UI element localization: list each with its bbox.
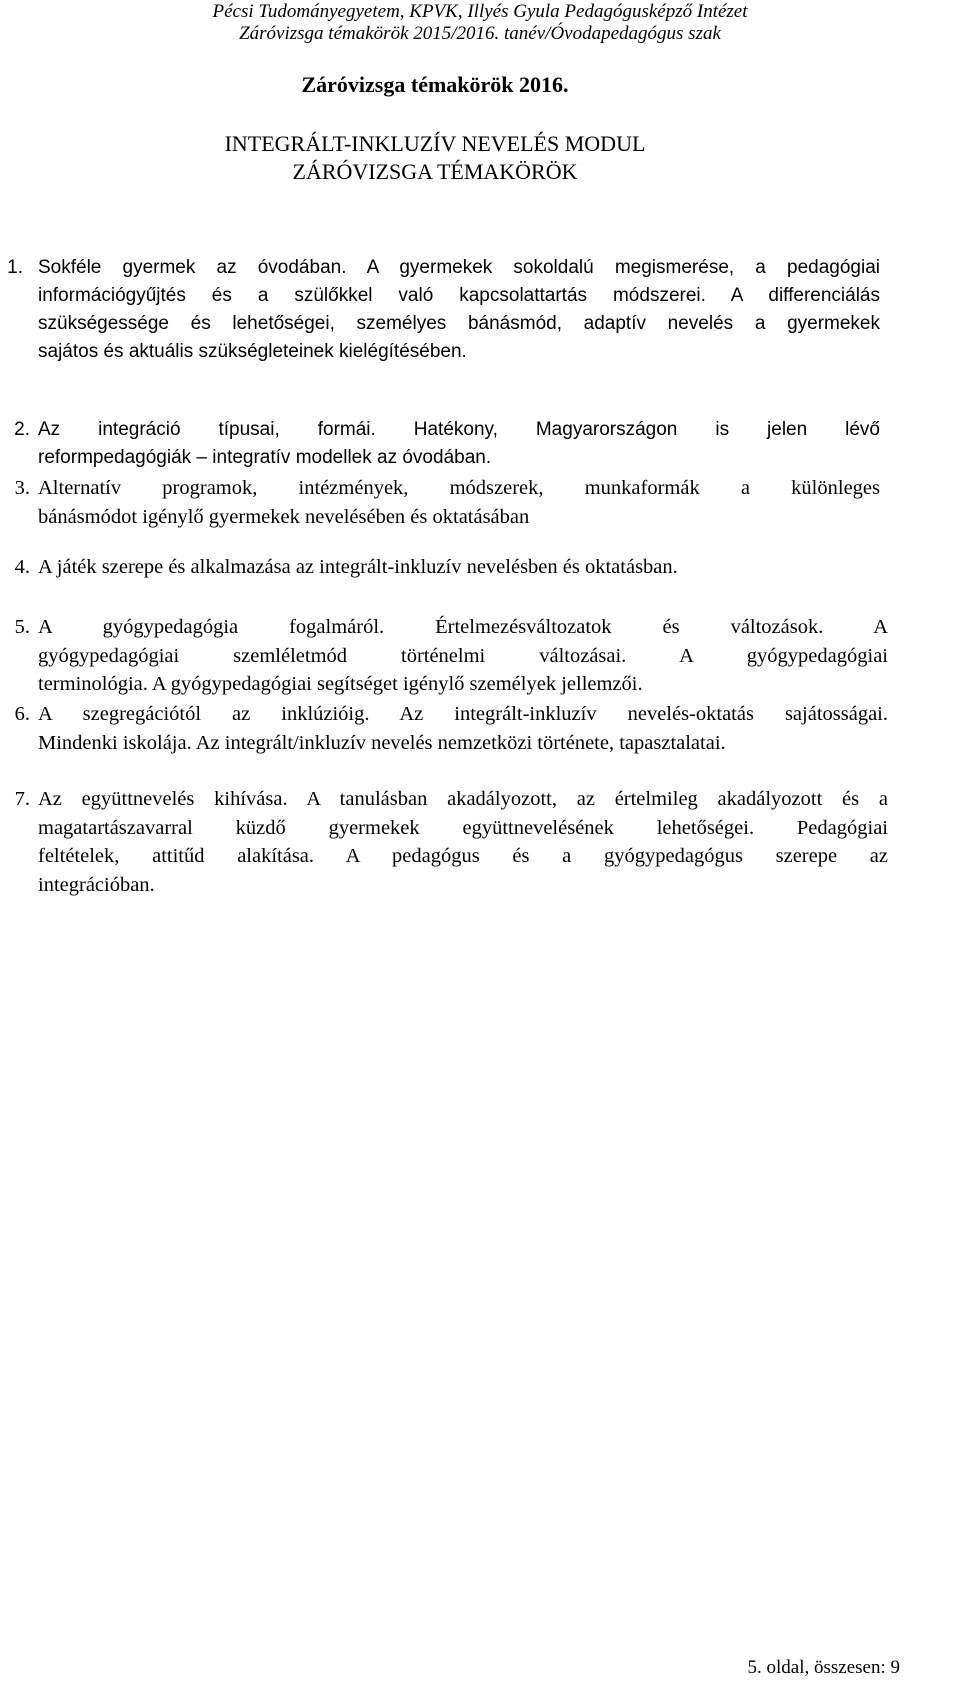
topic-line: sajátos és aktuális szükségleteinek kielégítésében. xyxy=(38,341,467,362)
topic-text xyxy=(38,254,880,366)
topic-line: bánásmódot igénylő gyermekek nevelésében és oktatásában xyxy=(38,505,530,528)
topic-line: integrációban. xyxy=(38,873,155,896)
topic-number: 1. xyxy=(7,257,23,278)
topic-line: információgyűjtés és a szülőkkel való kapcsolattartás módszerei. A differenciálás xyxy=(38,285,880,306)
topic-text xyxy=(38,553,880,582)
topic-line: Alternatív programok, intézmények, módszerek, munkaformák a különleges xyxy=(38,477,880,499)
topic-line: Az integráció típusai, formái. Hatékony, Magyarországon is jelen lévő xyxy=(38,419,880,440)
topic-number: 7. xyxy=(14,788,30,810)
topic-text xyxy=(38,785,888,899)
topic-line: A szegregációtól az inklúzióig. Az integrált-inkluzív nevelés-oktatás sajátosságai. xyxy=(38,703,888,725)
topic-text xyxy=(38,416,880,472)
module-title-line-1: INTEGRÁLT-INKLUZÍV NEVELÉS MODUL xyxy=(224,131,646,156)
topic-line: feltételek, attitűd alakítása. A pedagógus és a gyógypedagógus szerepe az xyxy=(38,845,888,867)
topic-line: A gyógypedagógia fogalmáról. Értelmezésváltozatok és változások. A xyxy=(38,616,888,638)
topic-number: 3. xyxy=(14,477,30,499)
topic-line: Mindenki iskolája. Az integrált/inkluzív nevelés nemzetközi története, tapasztalatai. xyxy=(38,731,726,754)
topic-line: reformpedagógiák – integratív modellek az óvodában. xyxy=(38,447,492,468)
topic-line: A játék szerepe és alkalmazása az integrált-inkluzív nevelésben és oktatásban. xyxy=(38,556,678,578)
topic-number: 5. xyxy=(14,616,30,638)
header-program: Záróvizsga témakörök 2015/2016. tanév/Óvodapedagógus szak xyxy=(239,23,721,44)
topic-line: gyógypedagógiai szemléletmód történelmi változásai. A gyógypedagógiai xyxy=(38,644,888,667)
topic-number: 4. xyxy=(14,556,30,578)
topic-line: terminológia. A gyógypedagógiai segítséget igénylő személyek jellemzői. xyxy=(38,673,643,695)
topic-line: szükségessége és lehetőségei, személyes bánásmód, adaptív nevelés a gyermekek xyxy=(38,313,880,334)
topic-text xyxy=(38,700,888,757)
topic-number: 2. xyxy=(14,419,30,440)
module-title-line-2: ZÁRÓVIZSGA TÉMAKÖRÖK xyxy=(292,159,578,184)
topic-line: Sokféle gyermek az óvodában. A gyermekek sokoldalú megismerése, a pedagógiai xyxy=(38,257,880,278)
document-title: Záróvizsga témakörök 2016. xyxy=(301,72,569,97)
topic-line: Az együttnevelés kihívása. A tanulásban akadályozott, az értelmileg akadályozott és a xyxy=(38,788,888,810)
page-number: 5. oldal, összesen: 9 xyxy=(747,1657,900,1678)
topic-text xyxy=(38,474,880,531)
topic-number: 6. xyxy=(14,703,30,725)
topic-text xyxy=(38,613,888,699)
header-institution: Pécsi Tudományegyetem, KPVK, Illyés Gyula Pedagógusképző Intézet xyxy=(212,1,748,22)
topic-line: magatartászavarral küzdő gyermekek együttnevelésének lehetőségei. Pedagógiai xyxy=(38,816,888,839)
